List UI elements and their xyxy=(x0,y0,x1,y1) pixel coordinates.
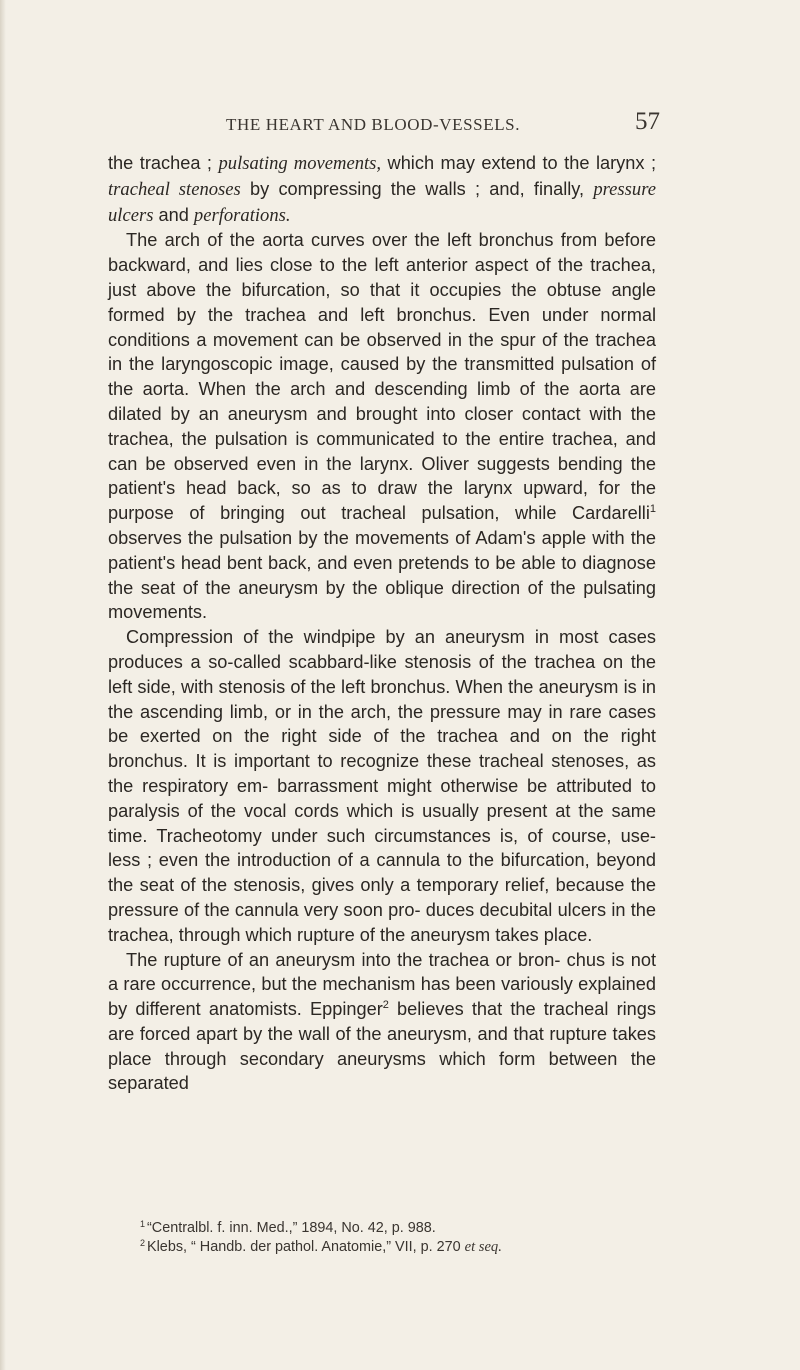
p1-text-2: which may extend to the larynx ; xyxy=(381,153,657,173)
footnote-2-italic: et seq. xyxy=(464,1238,502,1255)
p1-text-3: by compressing the walls ; and, finally, xyxy=(240,178,594,199)
p1-italic-stenoses: tracheal stenoses xyxy=(108,178,241,200)
p1-italic-ulcers: pressure ulcers xyxy=(108,178,656,226)
footnote-1-text: “Centralbl. f. inn. Med.,” 1894, No. 42, p. 988. xyxy=(147,1220,436,1236)
p1-text-4: and xyxy=(153,204,194,225)
footnote-2 xyxy=(140,1238,660,1257)
paragraph-1 xyxy=(108,151,656,228)
p1-italic-pulsating: pulsating movements, xyxy=(218,153,382,174)
footnote-2-text: Klebs, “ Handb. der pathol. Anatomie,” VII, p. 270 xyxy=(147,1238,465,1255)
p1-text-1: the trachea ; xyxy=(108,153,219,173)
footnotes xyxy=(140,1219,660,1256)
paragraph-4 xyxy=(108,948,656,1097)
footnote-ref-2: 2 xyxy=(382,999,389,1012)
page-number: 57 xyxy=(635,108,660,135)
p4-text-1: The rupture of an aneurysm into the trachea or bron- chus is not a rare occurrence, but the mechanism has been variously explained by different anatomists. Eppinger xyxy=(108,949,656,1020)
paragraph-3: Compression of the windpipe by an aneurysm in most cases produces a so-called scabbard-like stenosis of the trachea on the left side, with stenosis of the left bronchus. When the aneurysm is in the ascending limb, or in the arch, the pressure may in rare cases be exerted on the right side of the trachea and on the right bronchus. It is important to recognize these tracheal stenoses, as the respiratory em- barrassment might otherwise be attributed to paralysis of the vocal cords which is usually present at the same time. Tracheotomy under such circumstances is, of course, use- less ; even the introduction of a cannula to the bifurcation, beyond the seat of the stenosis, gives only a temporary relief, because the pressure of the cannula very soon pro- duces decubital ulcers in the trachea, through which rupture of the aneurysm takes place. xyxy=(108,627,656,945)
p1-italic-perforations: perforations. xyxy=(193,204,291,226)
p2-text-2: observes the pulsation by the movements of Adam's apple with the patient's head bent back, and even pretends to be able to diagnose the seat of the aneurysm by the oblique direction of the pulsating movements. xyxy=(108,527,656,623)
footnote-ref-1: 1 xyxy=(649,503,656,516)
body-text xyxy=(108,151,656,1096)
footnote-2-marker: 2 xyxy=(140,1237,146,1248)
page-edge-shadow xyxy=(0,0,6,1370)
paragraph-2 xyxy=(108,228,656,625)
running-title: THE HEART AND BLOOD-VESSELS. xyxy=(226,115,521,134)
p2-text-1: The arch of the aorta curves over the left bronchus from before backward, and lies close to the left anterior aspect of the trachea, just above the bifurcation, so that it occupies the obtuse angle formed by the trachea and left bronchus. Even under normal conditions a movement can be observed in the spur of the trachea in the laryngoscopic image, caused by the transmitted pulsation of the aorta. When the arch and descending limb of the aorta are dilated by an aneurysm and brought into closer contact with the trachea, the pulsation is communicated to the entire trachea, and can be observed even in the larynx. Oliver suggests bending the patient's head back, so as to draw the larynx upward, for the purpose of bringing out tracheal pulsation, while Cardarelli xyxy=(108,230,656,524)
p4-text-2: believes that the tracheal rings are forced apart by the wall of the aneurysm, and that rupture takes place through secondary aneurysms which form between the separated xyxy=(108,999,656,1094)
footnote-1 xyxy=(140,1219,660,1238)
footnote-1-marker: 1 xyxy=(140,1219,146,1229)
running-head xyxy=(0,108,800,148)
